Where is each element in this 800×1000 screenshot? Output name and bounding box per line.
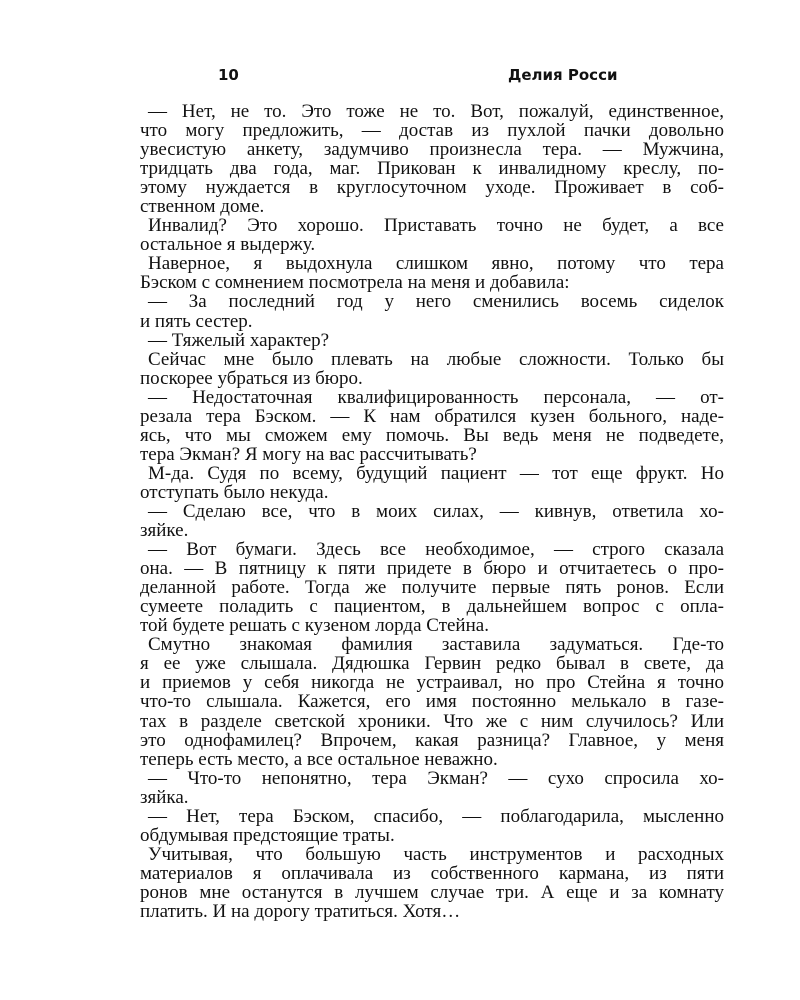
- text-line: — За последний год у него сменились восемь сиделок: [148, 291, 724, 313]
- text-line: той будете решать с кузеном лорда Стейна.: [140, 615, 489, 637]
- text-line: остальное я выдержу.: [140, 234, 316, 256]
- text-line: Смутно знакомая фамилия заставила задуматься. Где-то: [148, 634, 724, 656]
- text-line: отступать было некуда.: [140, 481, 329, 503]
- text-line: Учитывая, что большую часть инструментов и расходных: [148, 843, 724, 865]
- text-line: увесистую анкету, задумчиво произнесла тера. — Мужчина,: [140, 139, 724, 161]
- text-line: — Что-то непонятно, тера Экман? — сухо спросила хо-: [148, 767, 724, 789]
- text-line: поскорее убраться из бюро.: [140, 367, 363, 389]
- text-line: — Тяжелый характер?: [148, 329, 330, 351]
- text-line: теперь есть место, а все остальное неважно.: [140, 748, 498, 770]
- text-line: что-то слышала. Кажется, его имя постоянно мелькало в газе-: [140, 691, 724, 713]
- text-line: Наверное, я выдохнула слишком явно, потому что тера: [148, 253, 724, 275]
- text-line: это однофамилец? Впрочем, какая разница? Главное, у меня: [140, 729, 724, 751]
- text-line: обдумывая предстоящие траты.: [140, 824, 395, 846]
- text-line: ственном доме.: [140, 196, 265, 218]
- page-number: 10: [218, 66, 239, 84]
- text-line: — Вот бумаги. Здесь все необходимое, — строго сказала: [148, 539, 724, 561]
- text-line: зяйке.: [140, 520, 189, 542]
- text-line: материалов я оплачивала из собственного кармана, из пяти: [140, 862, 724, 884]
- text-line: — Нет, тера Бэском, спасибо, — поблагодарила, мысленно: [148, 805, 724, 827]
- text-line: резала тера Бэском. — К нам обратился кузен больного, наде-: [140, 405, 724, 427]
- text-line: тах в разделе светской хроники. Что же с ним случилось? Или: [140, 710, 724, 732]
- text-line: она. — В пятницу к пяти придете в бюро и отчитаетесь о про-: [140, 558, 724, 580]
- text-line: — Недостаточная квалифицированность персонала, — от-: [148, 386, 724, 408]
- running-header-author: Делия Росси: [508, 66, 618, 84]
- text-line: я ее уже слышала. Дядюшка Гервин редко бывал в свете, да: [140, 653, 724, 675]
- text-line: ронов мне останутся в лучшем случае три. А еще и за комнату: [140, 881, 724, 903]
- text-line: Бэском с сомнением посмотрела на меня и добавила:: [140, 272, 570, 294]
- text-line: — Нет, не то. Это тоже не то. Вот, пожалуй, единственное,: [148, 101, 724, 122]
- text-line: и пять сестер.: [140, 310, 253, 332]
- text-line: этому нуждается в круглосуточном уходе. Проживает в соб-: [140, 177, 724, 199]
- text-line: тридцать два года, маг. Прикован к инвалидному креслу, по-: [140, 158, 724, 180]
- text-line: деланной работе. Тогда же получите первые пять ронов. Если: [140, 577, 724, 599]
- text-line: тера Экман? Я могу на вас рассчитывать?: [140, 443, 477, 465]
- text-line: платить. И на дорогу тратиться. Хотя…: [140, 900, 461, 922]
- text-line: ясь, что мы сможем ему помочь. Вы ведь меня не подведете,: [140, 424, 724, 446]
- text-line: зяйка.: [140, 786, 189, 808]
- text-line: Инвалид? Это хорошо. Приставать точно не будет, а все: [148, 215, 724, 237]
- text-line: Сейчас мне было плевать на любые сложности. Только бы: [148, 348, 724, 370]
- text-line: сумеете поладить с пациентом, в дальнейшем вопрос с опла-: [140, 596, 724, 618]
- text-line: — Сделаю все, что в моих силах, — кивнув, ответила хо-: [148, 500, 724, 522]
- text-line: и приемов у себя никогда не устраивал, но про Стейна я точно: [140, 672, 724, 694]
- body-text: [140, 102, 724, 921]
- text-line: что могу предложить, — достав из пухлой пачки довольно: [140, 120, 724, 142]
- text-line: М-да. Судя по всему, будущий пациент — тот еще фрукт. Но: [148, 462, 724, 484]
